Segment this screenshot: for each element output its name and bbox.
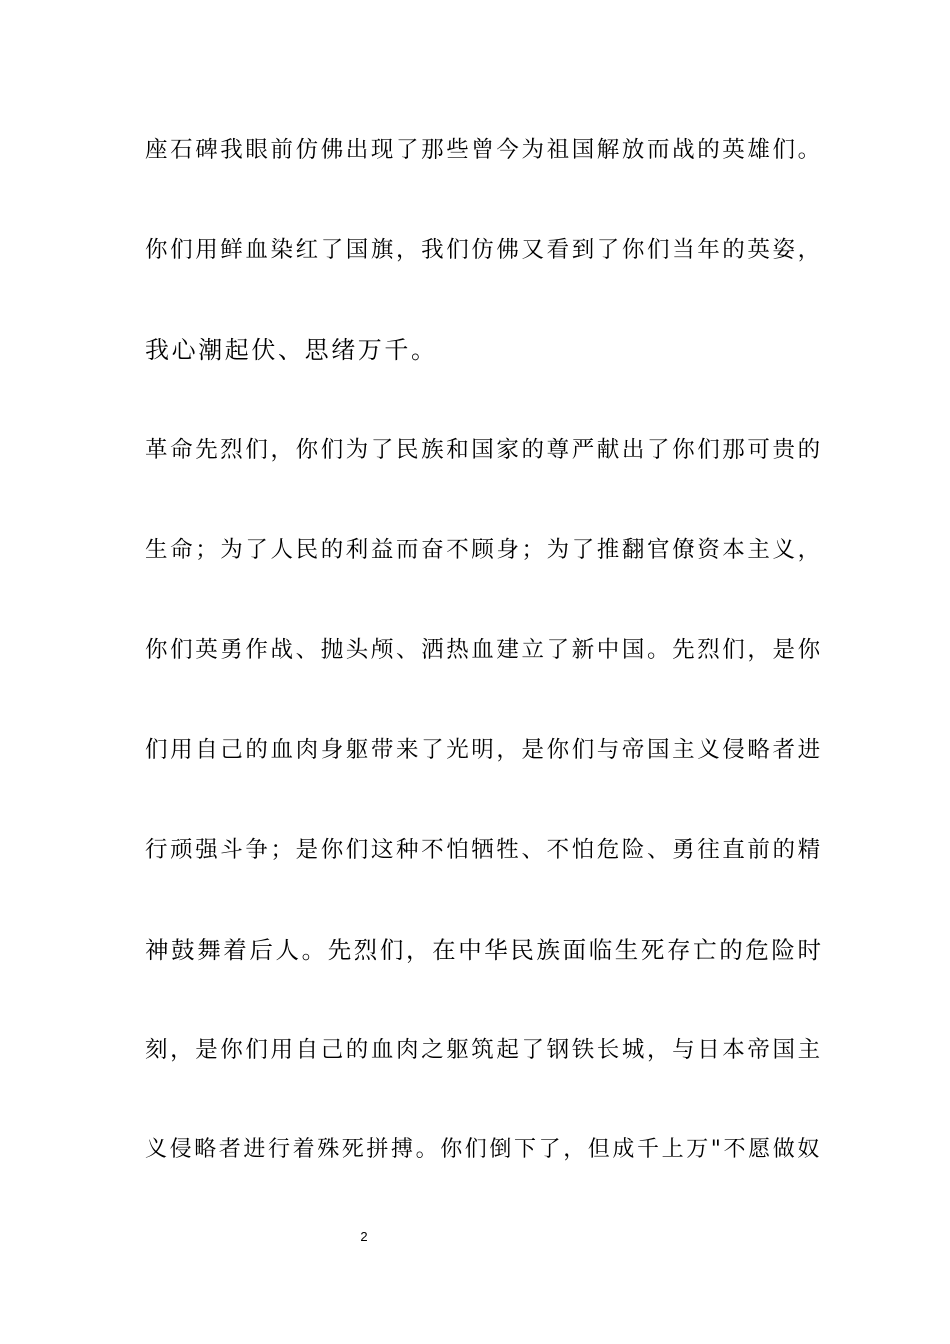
text-line: 你们用鲜血染红了国旗，我们仿佛又看到了你们当年的英姿， bbox=[145, 237, 823, 263]
page-number: 2 bbox=[360, 1229, 368, 1244]
text-line: 行顽强斗争；是你们这种不怕牺牲、不怕危险、勇往直前的精 bbox=[145, 837, 823, 863]
text-line: 你们英勇作战、抛头颅、洒热血建立了新中国。先烈们，是你 bbox=[145, 637, 823, 663]
text-line: 我心潮起伏、思绪万千。 bbox=[145, 336, 438, 364]
text-line: 义侵略者进行着殊死拼搏。你们倒下了，但成千上万"不愿做奴 bbox=[145, 1137, 822, 1162]
text-line: 生命；为了人民的利益而奋不顾身；为了推翻官僚资本主义， bbox=[145, 537, 823, 563]
text-line: 神鼓舞着后人。先烈们，在中华民族面临生死存亡的危险时 bbox=[145, 936, 824, 964]
text-line: 座石碑我眼前仿佛出现了那些曾今为祖国解放而战的英雄们。 bbox=[145, 137, 823, 163]
text-line: 刻，是你们用自己的血肉之躯筑起了钢铁长城，与日本帝国主 bbox=[145, 1037, 823, 1063]
text-line: 们用自己的血肉身躯带来了光明，是你们与帝国主义侵略者进 bbox=[145, 737, 823, 763]
text-line: 革命先烈们，你们为了民族和国家的尊严献出了你们那可贵的 bbox=[145, 437, 823, 463]
